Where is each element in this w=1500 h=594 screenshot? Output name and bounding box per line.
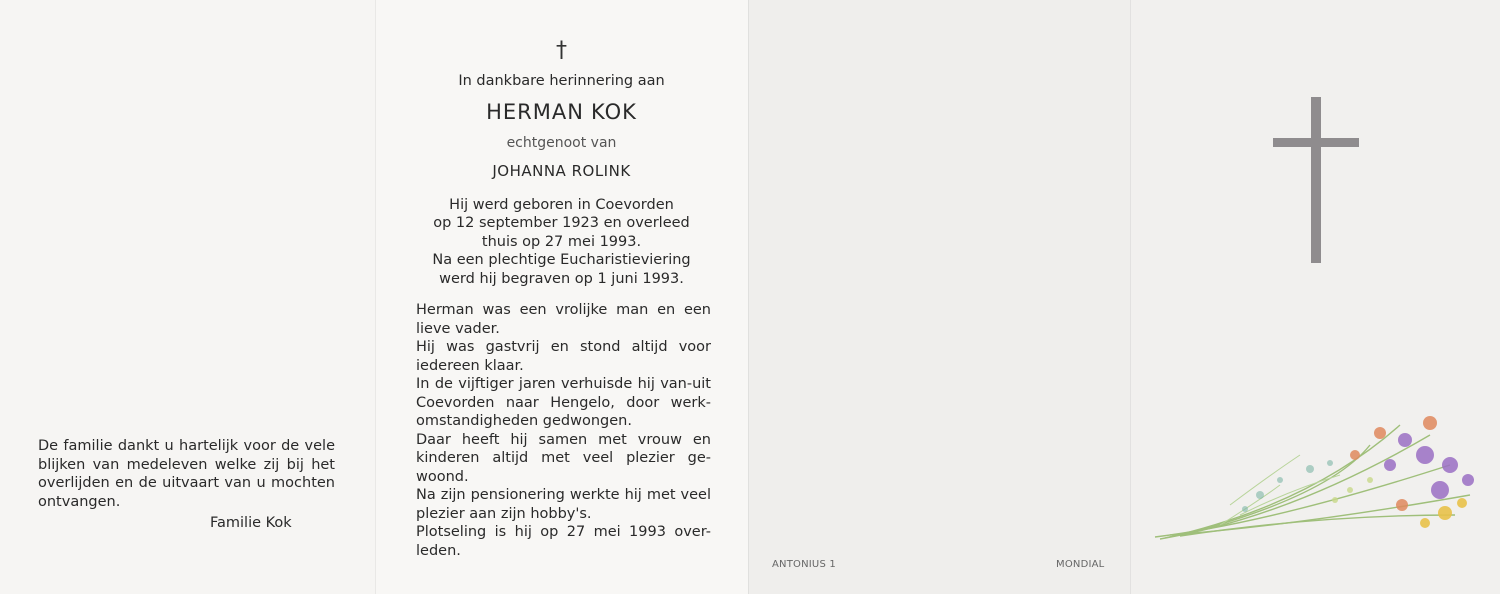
print-mark-mondial: MONDIAL: [1056, 559, 1105, 570]
spouse-label: echtgenoot van: [506, 135, 617, 151]
flower-bouquet-icon: [1150, 405, 1490, 545]
back-panel: [748, 0, 1130, 594]
story-text: [416, 301, 711, 560]
deceased-name: [375, 100, 748, 124]
bio-line: op 12 september 1923 en overleed: [433, 215, 690, 232]
spouse-name: JOHANNA ROLINK: [492, 162, 631, 180]
fold-line: [1130, 0, 1131, 594]
left-panel: [0, 0, 375, 594]
bio-line: Na een plechtige Eucharistieviering: [432, 252, 691, 269]
cross-horizontal-beam: [1273, 138, 1359, 147]
small-cross-icon: †: [556, 38, 567, 63]
bio-line: thuis op 27 mei 1993.: [481, 233, 642, 250]
fold-line: [375, 0, 376, 594]
cross-vertical-beam: [1311, 97, 1321, 263]
print-mark-antonius: ANTONIUS 1: [772, 559, 836, 570]
story-paragraph: In de vijftiger jaren verhuisde hij van-uit Coevorden naar Hengelo, door werk-omstandigheden gedwongen.: [416, 376, 711, 429]
story-paragraph: Na zijn pensionering werkte hij met veel plezier aan zijn hobby's.: [416, 487, 711, 522]
intro-text: In dankbare herinnering aan: [458, 73, 665, 89]
story-paragraph: Daar heeft hij samen met vrouw en kinderen altijd met veel plezier ge-woond.: [416, 431, 711, 485]
story-paragraph: Plotseling is hij op 27 mei 1993 over-leden.: [416, 524, 711, 559]
bio-line: werd hij begraven op 1 juni 1993.: [439, 270, 684, 287]
story-paragraph: Herman was een vrolijke man en een lieve vader.: [416, 302, 711, 337]
thanks-text: De familie dankt u hartelijk voor de vele blijken van medeleven welke zij bij het overlijden en de uitvaart van u mochten ontvangen.: [38, 438, 335, 510]
bio-text: [375, 196, 748, 288]
front-panel: [1130, 0, 1500, 594]
story-paragraph: Hij was gastvrij en stond altijd voor iedereen klaar.: [416, 339, 711, 374]
last-name: KOK: [590, 100, 637, 124]
fold-line: [748, 0, 749, 594]
bio-line: Hij werd geboren in Coevorden: [449, 197, 674, 213]
cross-icon: [1273, 97, 1359, 263]
first-name: HERMAN: [486, 100, 584, 124]
signature: Familie Kok: [210, 515, 292, 531]
center-panel: [375, 0, 748, 594]
